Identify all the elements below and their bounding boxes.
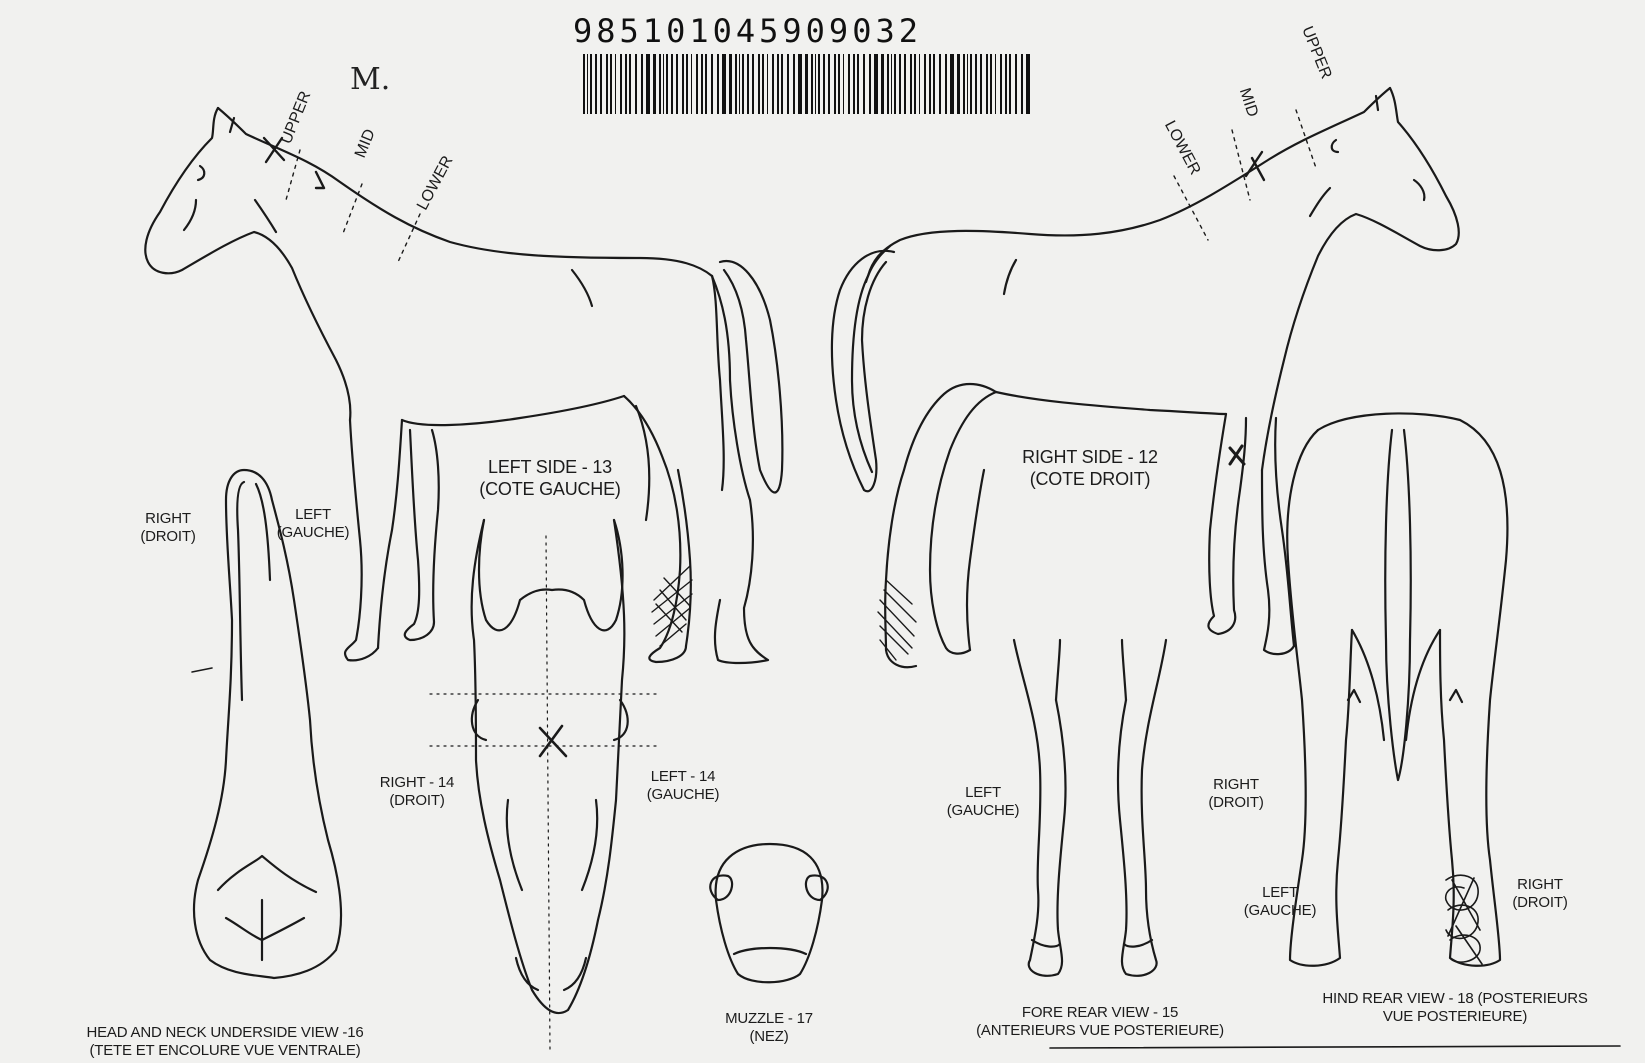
hind-left-line1: LEFT (1262, 884, 1298, 901)
left-side-horse-outline (145, 108, 782, 663)
microchip-number: 985101045909032 (573, 12, 922, 50)
underside-left-line1: LEFT (295, 506, 331, 523)
bottom-rule (1050, 1046, 1620, 1048)
fore-rear-caption-line2: (ANTERIEURS VUE POSTERIEURE) (976, 1022, 1224, 1039)
left-lower-zone-label: LOWER (414, 153, 457, 213)
fore-rear-caption (960, 1004, 1240, 1040)
muzzle-subtitle: (NEZ) (749, 1028, 789, 1045)
hind-rear-caption-line1: HIND REAR VIEW - 18 (POSTERIEURS (1322, 990, 1588, 1007)
head-right-label (362, 774, 472, 810)
underside-caption (60, 1024, 390, 1060)
head-left-label (628, 768, 738, 804)
head-left-line1: LEFT - 14 (650, 768, 716, 785)
hind-rear-caption (1300, 990, 1610, 1026)
head-left-line2: (GAUCHE) (646, 786, 720, 803)
underside-view-drawing (194, 470, 341, 978)
fore-right-line1: RIGHT (1213, 776, 1259, 793)
right-fore-leg-marking (878, 580, 916, 660)
left-neck-zone-lines (286, 150, 420, 262)
fore-rear-view-drawing (1014, 640, 1166, 976)
hind-right-label (1500, 876, 1580, 912)
left-margin-tick (192, 668, 212, 672)
right-side-title: RIGHT SIDE - 12 (1022, 447, 1158, 467)
left-upper-zone-label: UPPER (278, 88, 315, 147)
right-neck-x-mark (1246, 152, 1264, 180)
handwritten-initial: M. (350, 62, 391, 97)
underside-caption-line1: HEAD AND NECK UNDERSIDE VIEW -16 (86, 1024, 364, 1041)
left-side-label (450, 456, 650, 500)
fore-right-label (1196, 776, 1276, 812)
right-side-horse-outline (832, 88, 1459, 667)
head-front-view-drawing (472, 520, 628, 1013)
underside-right-label (128, 510, 208, 546)
left-mid-zone-label: MID (352, 126, 379, 161)
fore-right-line2: (DROIT) (1208, 794, 1264, 811)
head-right-line2: (DROIT) (389, 792, 445, 809)
left-hind-leg-marking (652, 566, 692, 646)
hind-right-line1: RIGHT (1517, 876, 1563, 893)
left-side-subtitle: (COTE GAUCHE) (479, 479, 621, 499)
hind-right-line2: (DROIT) (1512, 894, 1568, 911)
underside-caption-line2: (TETE ET ENCOLURE VUE VENTRALE) (89, 1042, 361, 1059)
head-right-line1: RIGHT - 14 (379, 774, 455, 791)
hind-left-label (1240, 884, 1320, 920)
fore-left-line1: LEFT (965, 784, 1001, 801)
underside-left-label (268, 506, 358, 542)
right-mid-zone-label: MID (1235, 86, 1262, 120)
hind-rear-caption-line2: VUE POSTERIEURE) (1382, 1008, 1528, 1025)
head-whorl-x-mark (540, 726, 566, 756)
fore-left-label (938, 784, 1028, 820)
underside-right-line2: (DROIT) (140, 528, 196, 545)
hind-left-line2: (GAUCHE) (1243, 902, 1317, 919)
fore-rear-caption-line1: FORE REAR VIEW - 15 (1021, 1004, 1179, 1021)
right-side-label (1000, 446, 1180, 490)
underside-right-line1: RIGHT (145, 510, 191, 527)
muzzle-title: MUZZLE - 17 (725, 1010, 813, 1027)
right-side-subtitle: (COTE DROIT) (1029, 469, 1151, 489)
right-lower-zone-label: LOWER (1160, 118, 1204, 178)
underside-left-line2: (GAUCHE) (276, 524, 350, 541)
muzzle-drawing (710, 844, 827, 982)
right-upper-zone-label: UPPER (1298, 24, 1335, 82)
right-flank-x-mark (1230, 446, 1244, 464)
fore-left-line2: (GAUCHE) (946, 802, 1020, 819)
muzzle-label (714, 1010, 824, 1046)
left-side-title: LEFT SIDE - 13 (488, 457, 612, 477)
hind-rear-view-drawing (1287, 413, 1507, 965)
